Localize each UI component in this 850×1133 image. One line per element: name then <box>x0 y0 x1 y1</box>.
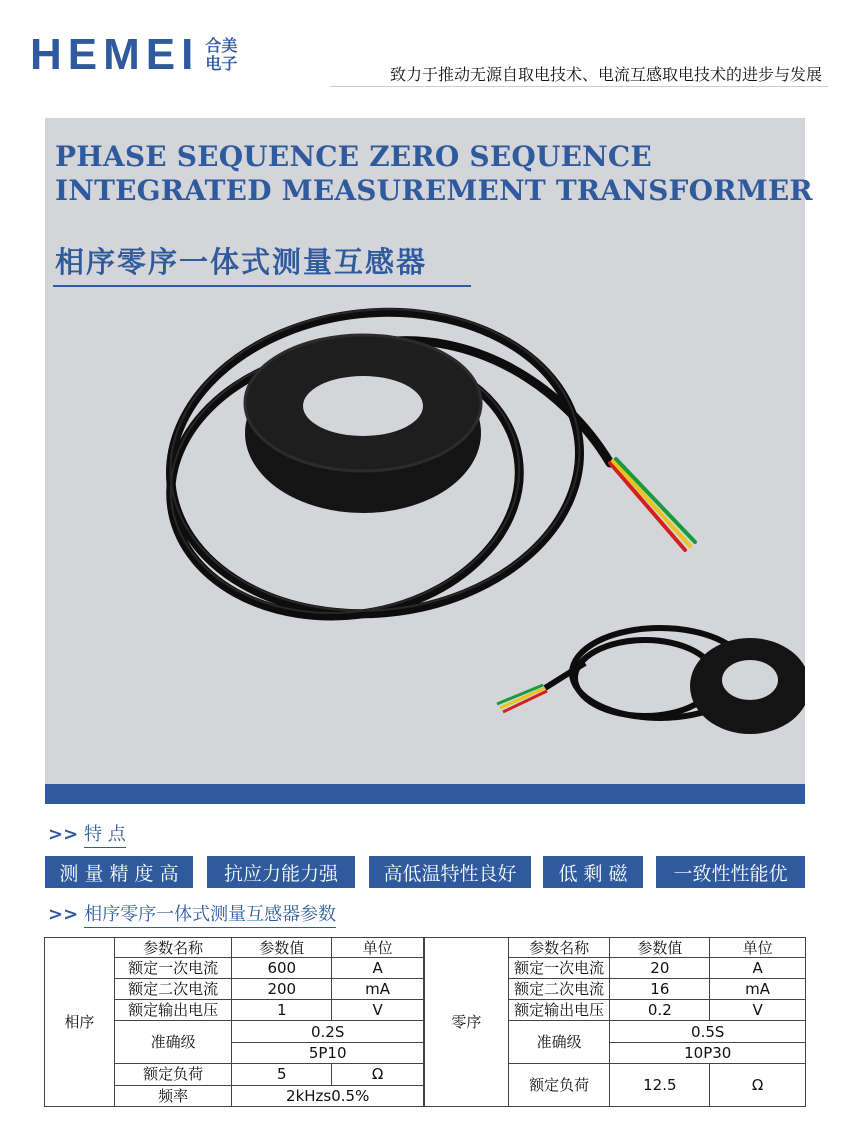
table-cell: 20 <box>610 958 710 979</box>
header-cell: 参数值 <box>610 938 710 958</box>
title-english <box>55 140 813 208</box>
table-header-row <box>425 938 806 958</box>
table-cell: 额定负荷 <box>114 1063 232 1085</box>
double-arrow-icon: >> <box>48 823 79 845</box>
table-cell: V <box>710 1000 806 1021</box>
header-cell: 单位 <box>710 938 806 958</box>
table-cell: Ω <box>710 1063 806 1106</box>
zero-params-table <box>424 937 806 1107</box>
accuracy-label: 准确级 <box>114 1021 232 1063</box>
table-cell: 额定二次电流 <box>508 979 610 1000</box>
feature-chip-3: 高低温特性良好 <box>369 856 531 888</box>
table-cell: 频率 <box>114 1085 232 1106</box>
table-cell: mA <box>710 979 806 1000</box>
table-cell: A <box>332 958 424 979</box>
accuracy-value: 0.5S <box>610 1021 806 1042</box>
table-cell: 600 <box>232 958 332 979</box>
phase-group-label: 相序 <box>45 938 115 1107</box>
logo-cn <box>205 37 237 73</box>
table-cell: 额定输出电压 <box>114 1000 232 1021</box>
table-cell: Ω <box>332 1063 424 1085</box>
title-english-line2: INTEGRATED MEASUREMENT TRANSFORMER <box>55 174 813 207</box>
toroid-core-large <box>245 335 481 513</box>
table-cell: 额定负荷 <box>508 1063 610 1106</box>
features-heading <box>48 820 126 848</box>
table-cell: 5 <box>232 1063 332 1085</box>
params-heading-text: 相序零序一体式测量互感器参数 <box>84 900 336 928</box>
accuracy-value: 10P30 <box>610 1042 806 1063</box>
header-cell: 参数名称 <box>114 938 232 958</box>
double-arrow-icon: >> <box>48 903 79 925</box>
hero-panel <box>45 118 813 784</box>
table-cell: 1 <box>232 1000 332 1021</box>
product-photo <box>45 118 805 784</box>
feature-chip-1: 测 量 精 度 高 <box>45 856 193 888</box>
header-divider <box>330 86 828 87</box>
logo-text: HEMEI <box>30 30 200 79</box>
hero-bottom-bar <box>45 784 805 804</box>
logo-cn-top: 合美 <box>205 36 238 55</box>
zero-group-label: 零序 <box>425 938 509 1107</box>
phase-params-table <box>44 937 424 1107</box>
table-cell: 12.5 <box>610 1063 710 1106</box>
brand-logo <box>30 32 237 78</box>
table-cell: 额定二次电流 <box>114 979 232 1000</box>
table-cell: A <box>710 958 806 979</box>
table-header-row <box>45 938 424 958</box>
table-cell: mA <box>332 979 424 1000</box>
features-heading-text: 特 点 <box>84 820 126 848</box>
header-cell: 参数值 <box>232 938 332 958</box>
title-underline <box>53 285 471 287</box>
feature-chip-2: 抗应力能力强 <box>207 856 355 888</box>
table-cell: 额定一次电流 <box>508 958 610 979</box>
params-heading <box>48 900 336 928</box>
company-slogan: 致力于推动无源自取电技术、电流互感取电技术的进步与发展 <box>389 65 822 84</box>
title-english-line1: PHASE SEQUENCE ZERO SEQUENCE <box>55 140 652 173</box>
table-cell: 0.2 <box>610 1000 710 1021</box>
table-cell: V <box>332 1000 424 1021</box>
table-cell: 额定一次电流 <box>114 958 232 979</box>
header-cell: 单位 <box>332 938 424 958</box>
table-cell: 200 <box>232 979 332 1000</box>
logo-cn-bottom: 电子 <box>205 54 238 73</box>
table-cell: 16 <box>610 979 710 1000</box>
header-cell: 参数名称 <box>508 938 610 958</box>
table-cell: 2kHzs0.5% <box>232 1085 424 1106</box>
product-photo-small <box>497 628 805 734</box>
table-cell: 额定输出电压 <box>508 1000 610 1021</box>
feature-chip-4: 低 剩 磁 <box>543 856 643 888</box>
feature-chip-5: 一致性性能优 <box>656 856 805 888</box>
accuracy-value: 0.2S <box>232 1021 424 1042</box>
title-chinese: 相序零序一体式测量互感器 <box>55 245 428 279</box>
colored-wires <box>610 459 695 550</box>
accuracy-value: 5P10 <box>232 1042 424 1063</box>
accuracy-label: 准确级 <box>508 1021 610 1063</box>
